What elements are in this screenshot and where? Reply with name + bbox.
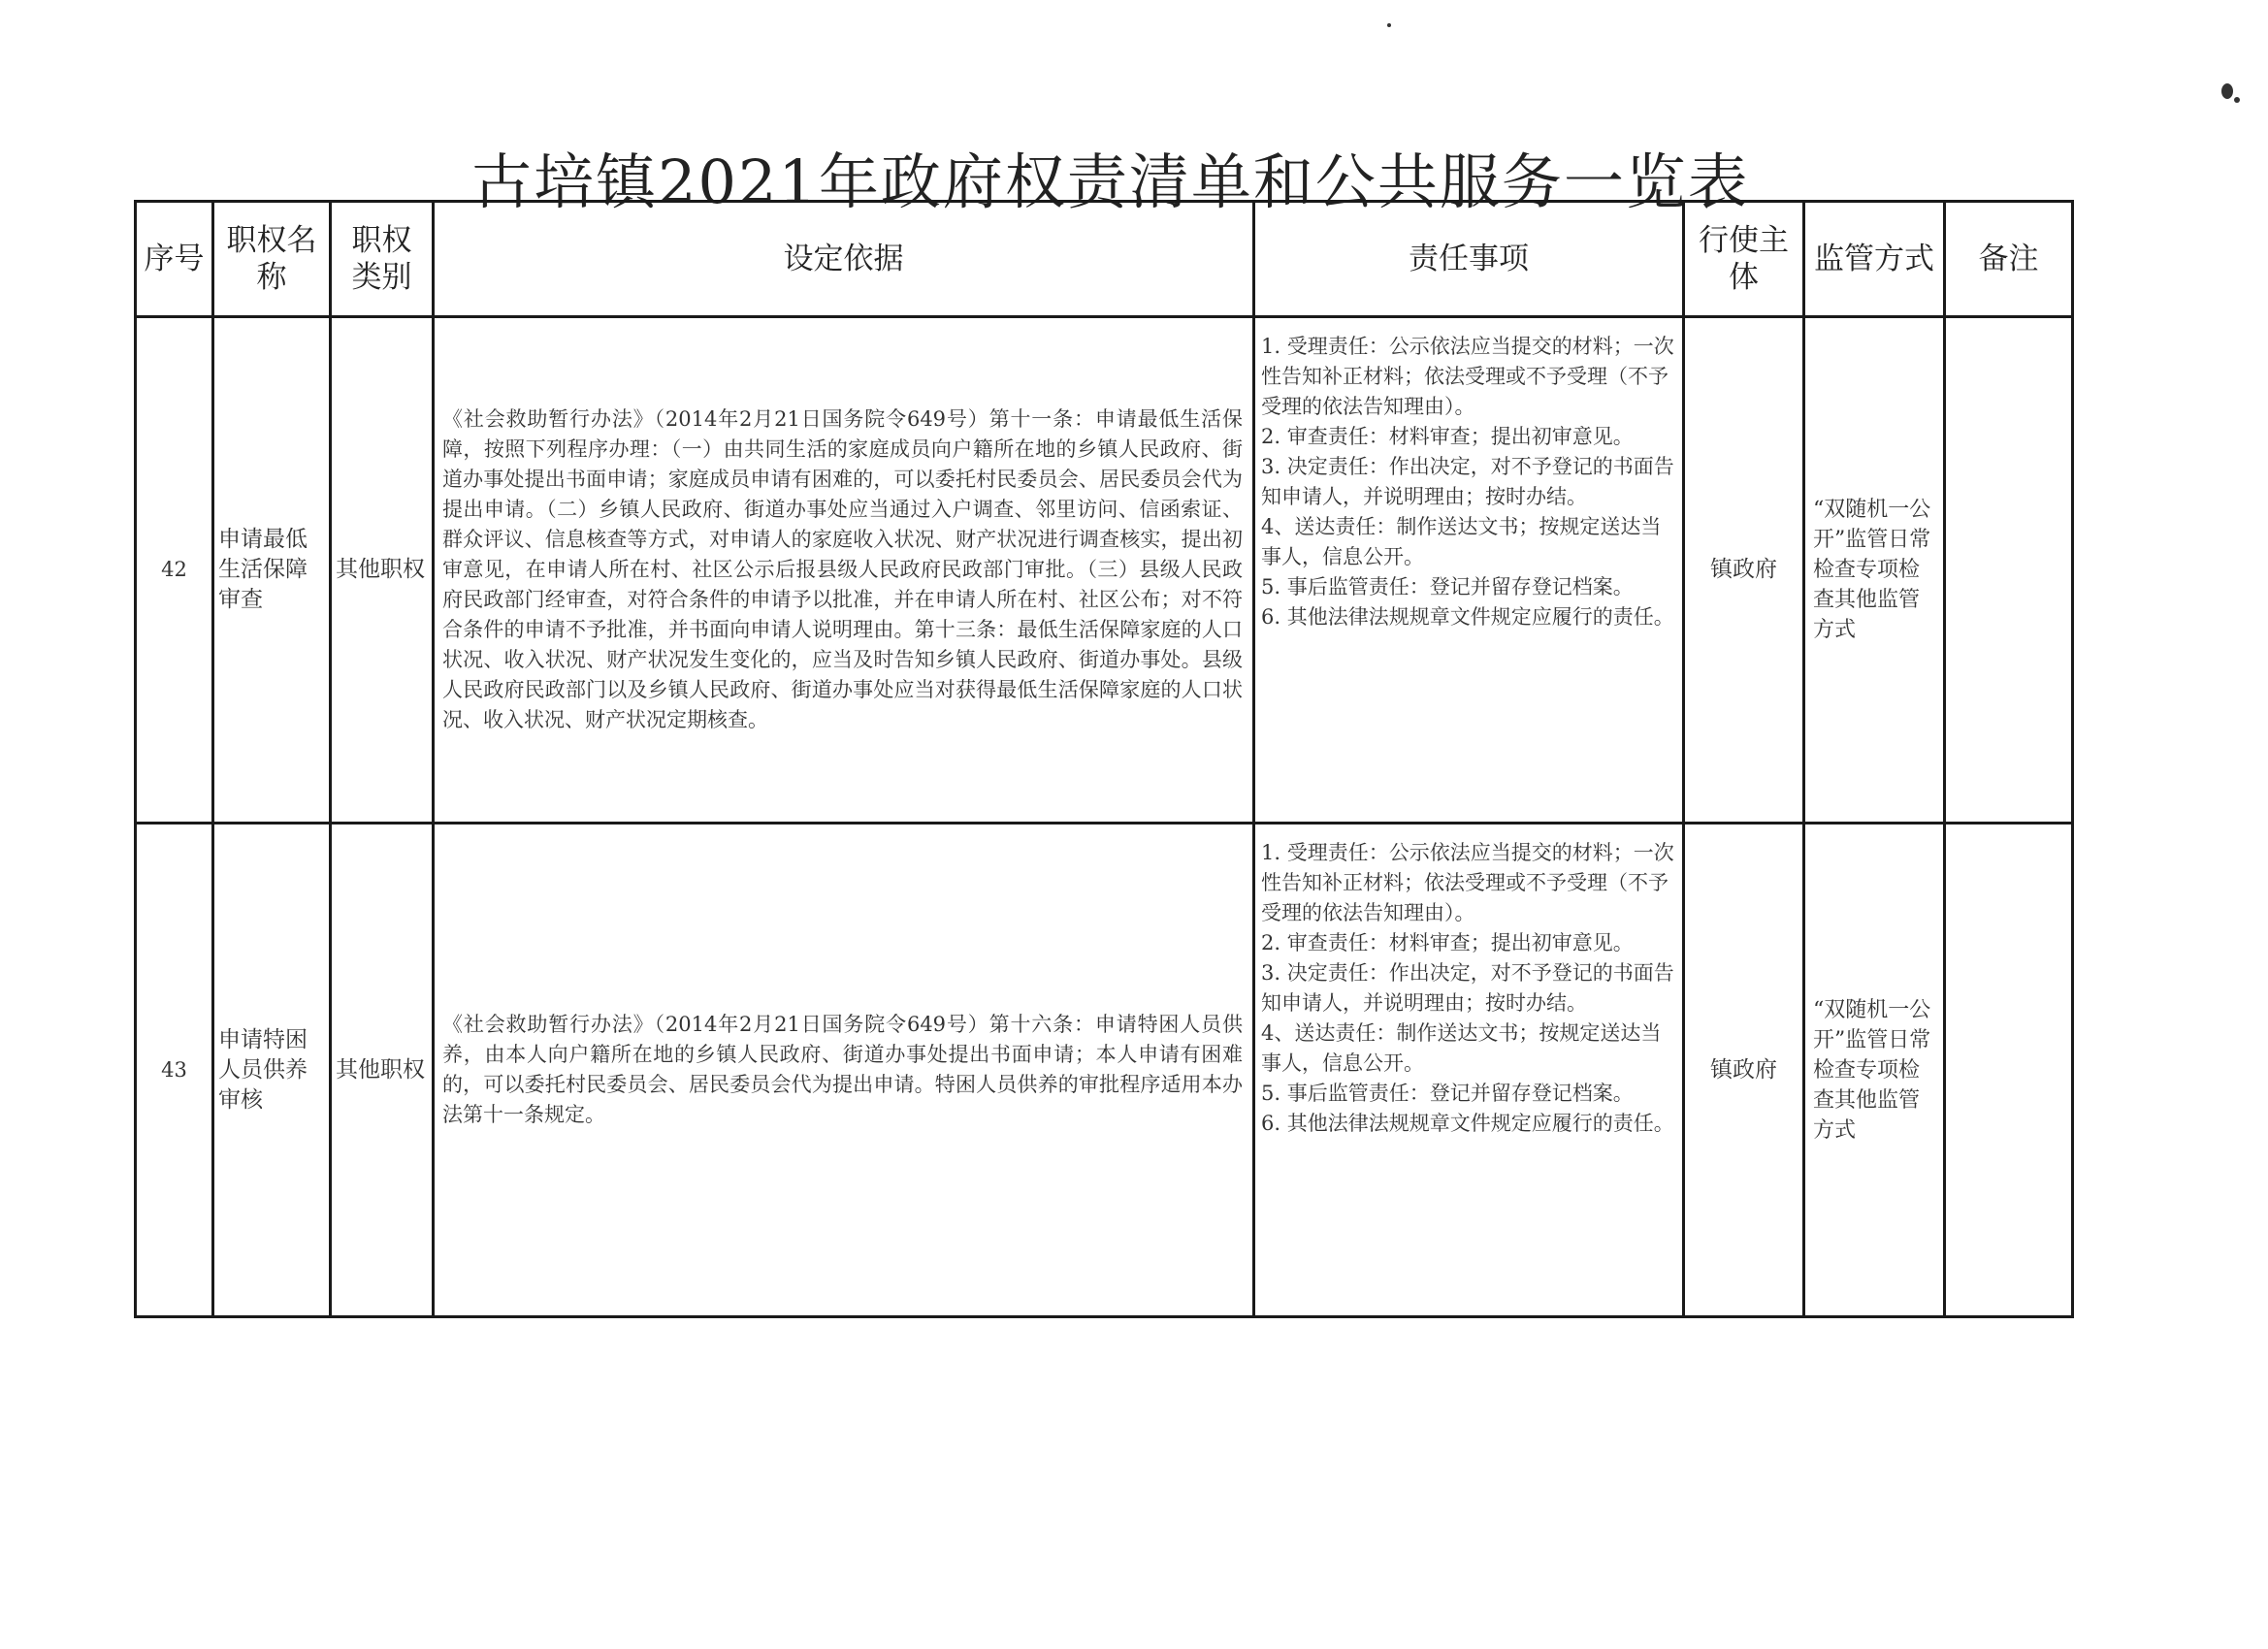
power-name: 申请特困人员供养审核	[213, 824, 331, 1317]
header-num: 序号	[136, 202, 213, 317]
duty-item: 3. 决定责任：作出决定，对不予登记的书面告知申请人，并说明理由；按时办结。	[1261, 455, 1674, 508]
legal-basis: 《社会救助暂行办法》（2014年2月21日国务院令649号）第十六条：申请特困人员供养，由本人向户籍所在地的乡镇人民政府、街道办事处提出书面申请；本人申请有困难的，可以委托村民委员会、居民委员会代为提出申请。特困人员供养的审批程序适用本办法第十一条规定。	[434, 824, 1254, 1317]
table-row	[136, 317, 2073, 824]
duty-item: 4、送达责任：制作送达文书；按规定送达当事人，信息公开。	[1261, 515, 1662, 568]
duty-item: 2. 审查责任：材料审查；提出初审意见。	[1261, 425, 1634, 448]
row-number: 43	[136, 824, 213, 1317]
executing-subject: 镇政府	[1684, 824, 1804, 1317]
duty-item: 5. 事后监管责任：登记并留存登记档案。	[1261, 1082, 1634, 1105]
executing-subject: 镇政府	[1684, 317, 1804, 824]
header-type: 职权类别	[331, 202, 434, 317]
table-header-row	[136, 202, 2073, 317]
duty-item: 6. 其他法律法规规章文件规定应履行的责任。	[1261, 605, 1674, 629]
duty-item: 2. 审查责任：材料审查；提出初审意见。	[1261, 931, 1634, 954]
supervision-method: “双随机一公开”监管日常检查专项检查其他监管方式	[1804, 824, 1945, 1317]
supervision-method: “双随机一公开”监管日常检查专项检查其他监管方式	[1804, 317, 1945, 824]
header-subject: 行使主体	[1684, 202, 1804, 317]
header-note: 备注	[1945, 202, 2073, 317]
duty-list	[1254, 824, 1684, 1317]
duty-item: 1. 受理责任：公示依法应当提交的材料；一次性告知补正材料；依法受理或不予受理（不予受理的依法告知理由）。	[1261, 841, 1674, 924]
header-duty: 责任事项	[1254, 202, 1684, 317]
responsibility-table	[134, 200, 2074, 1318]
note-cell	[1945, 317, 2073, 824]
scan-speck	[2221, 83, 2233, 99]
note-cell	[1945, 824, 2073, 1317]
duty-item: 3. 决定责任：作出决定，对不予登记的书面告知申请人，并说明理由；按时办结。	[1261, 961, 1674, 1015]
duty-item: 1. 受理责任：公示依法应当提交的材料；一次性告知补正材料；依法受理或不予受理（不予受理的依法告知理由）。	[1261, 335, 1674, 418]
duty-item: 5. 事后监管责任：登记并留存登记档案。	[1261, 575, 1634, 598]
power-type: 其他职权	[331, 317, 434, 824]
document-title: 古培镇2021年政府权责清单和公共服务一览表	[471, 146, 1750, 217]
power-type: 其他职权	[331, 824, 434, 1317]
table-row	[136, 824, 2073, 1317]
header-basis: 设定依据	[434, 202, 1254, 317]
duty-item: 4、送达责任：制作送达文书；按规定送达当事人，信息公开。	[1261, 1021, 1662, 1075]
scan-speck	[1387, 23, 1391, 27]
scan-speck	[2234, 97, 2240, 103]
legal-basis: 《社会救助暂行办法》（2014年2月21日国务院令649号）第十一条：申请最低生活保障，按照下列程序办理：（一）由共同生活的家庭成员向户籍所在地的乡镇人民政府、街道办事处提出书面申请；家庭成员申请有困难的，可以委托村民委员会、居民委员会代为提出申请。（二）乡镇人民政府、街道办事处应当通过入户调查、邻里访问、信函索证、群众评议、信息核查等方式，对申请人的家庭收入状况、财产状况进行调查核实，提出初审意见，在申请人所在村、社区公示后报县级人民政府民政部门审批。（三）县级人民政府民政部门经审查，对符合条件的申请予以批准，并在申请人所在村、社区公布；对不符合条件的申请不予批准，并书面向申请人说明理由。第十三条：最低生活保障家庭的人口状况、收入状况、财产状况发生变化的，应当及时告知乡镇人民政府、街道办事处。县级人民政府民政部门以及乡镇人民政府、街道办事处应当对获得最低生活保障家庭的人口状况、收入状况、财产状况定期核查。	[434, 317, 1254, 824]
row-number: 42	[136, 317, 213, 824]
power-name: 申请最低生活保障审查	[213, 317, 331, 824]
duty-list	[1254, 317, 1684, 824]
duty-item: 6. 其他法律法规规章文件规定应履行的责任。	[1261, 1112, 1674, 1135]
header-method: 监管方式	[1804, 202, 1945, 317]
header-name: 职权名称	[213, 202, 331, 317]
